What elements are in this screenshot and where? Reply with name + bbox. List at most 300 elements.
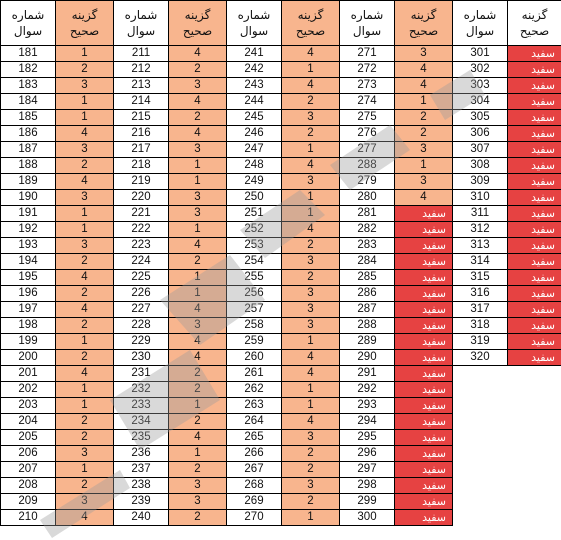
blank-answer-cell: سفید <box>508 46 561 62</box>
question-number-cell: 212 <box>114 62 169 78</box>
table-row <box>1 190 561 206</box>
correct-option-cell: 1 <box>169 270 227 286</box>
correct-option-cell: 1 <box>169 158 227 174</box>
blank-answer-cell: سفید <box>508 62 561 78</box>
question-number-cell: 314 <box>453 254 508 270</box>
question-number-cell: 207 <box>1 462 56 478</box>
empty-cell <box>508 494 561 510</box>
empty-cell <box>453 462 508 478</box>
question-number-cell: 309 <box>453 174 508 190</box>
question-number-cell: 194 <box>1 254 56 270</box>
correct-option-cell: 4 <box>56 302 114 318</box>
blank-answer-cell: سفید <box>508 286 561 302</box>
empty-cell <box>453 382 508 398</box>
table-body <box>1 46 561 526</box>
blank-answer-cell: سفید <box>508 254 561 270</box>
question-number-cell: 295 <box>340 430 395 446</box>
question-number-cell: 281 <box>340 206 395 222</box>
question-number-cell: 288 <box>340 318 395 334</box>
table-row <box>1 238 561 254</box>
empty-cell <box>453 366 508 382</box>
correct-option-cell: 2 <box>169 414 227 430</box>
correct-option-cell: 2 <box>395 126 453 142</box>
correct-option-cell: 3 <box>56 190 114 206</box>
blank-answer-cell: سفید <box>508 158 561 174</box>
question-number-cell: 305 <box>453 110 508 126</box>
correct-option-cell: 3 <box>56 238 114 254</box>
correct-option-cell: 1 <box>169 174 227 190</box>
correct-option-cell: 1 <box>56 206 114 222</box>
question-number-cell: 264 <box>227 414 282 430</box>
empty-cell <box>508 366 561 382</box>
correct-option-cell: 2 <box>169 366 227 382</box>
blank-answer-cell: سفید <box>395 494 453 510</box>
table-row <box>1 414 561 430</box>
blank-answer-cell: سفید <box>395 238 453 254</box>
header-correct-option: گزینه صحیح <box>56 1 114 46</box>
blank-answer-cell: سفید <box>395 318 453 334</box>
correct-option-cell: 4 <box>56 270 114 286</box>
blank-answer-cell: سفید <box>395 366 453 382</box>
table-row <box>1 398 561 414</box>
question-number-cell: 286 <box>340 286 395 302</box>
correct-option-cell: 4 <box>169 126 227 142</box>
question-number-cell: 223 <box>114 238 169 254</box>
question-number-cell: 210 <box>1 510 56 526</box>
question-number-cell: 315 <box>453 270 508 286</box>
correct-option-cell: 2 <box>282 270 340 286</box>
correct-option-cell: 3 <box>56 78 114 94</box>
correct-option-cell: 3 <box>395 174 453 190</box>
empty-cell <box>453 430 508 446</box>
correct-option-cell: 4 <box>395 190 453 206</box>
correct-option-cell: 1 <box>56 462 114 478</box>
question-number-cell: 311 <box>453 206 508 222</box>
correct-option-cell: 1 <box>282 142 340 158</box>
question-number-cell: 245 <box>227 110 282 126</box>
question-number-cell: 308 <box>453 158 508 174</box>
correct-option-cell: 1 <box>282 190 340 206</box>
question-number-cell: 189 <box>1 174 56 190</box>
blank-answer-cell: سفید <box>508 318 561 334</box>
blank-answer-cell: سفید <box>395 382 453 398</box>
correct-option-cell: 4 <box>56 510 114 526</box>
table-row <box>1 110 561 126</box>
table-row <box>1 366 561 382</box>
correct-option-cell: 1 <box>282 382 340 398</box>
question-number-cell: 250 <box>227 190 282 206</box>
blank-answer-cell: سفید <box>508 350 561 366</box>
question-number-cell: 198 <box>1 318 56 334</box>
question-number-cell: 187 <box>1 142 56 158</box>
correct-option-cell: 3 <box>282 110 340 126</box>
blank-answer-cell: سفید <box>395 414 453 430</box>
blank-answer-cell: سفید <box>395 222 453 238</box>
question-number-cell: 283 <box>340 238 395 254</box>
correct-option-cell: 2 <box>282 126 340 142</box>
question-number-cell: 252 <box>227 222 282 238</box>
table-row <box>1 222 561 238</box>
correct-option-cell: 1 <box>395 158 453 174</box>
question-number-cell: 273 <box>340 78 395 94</box>
question-number-cell: 270 <box>227 510 282 526</box>
correct-option-cell: 2 <box>56 414 114 430</box>
correct-option-cell: 3 <box>282 430 340 446</box>
question-number-cell: 208 <box>1 478 56 494</box>
correct-option-cell: 4 <box>169 94 227 110</box>
question-number-cell: 217 <box>114 142 169 158</box>
question-number-cell: 298 <box>340 478 395 494</box>
correct-option-cell: 4 <box>169 430 227 446</box>
question-number-cell: 320 <box>453 350 508 366</box>
question-number-cell: 242 <box>227 62 282 78</box>
table-row <box>1 462 561 478</box>
question-number-cell: 307 <box>453 142 508 158</box>
question-number-cell: 316 <box>453 286 508 302</box>
question-number-cell: 265 <box>227 430 282 446</box>
blank-answer-cell: سفید <box>395 430 453 446</box>
empty-cell <box>508 478 561 494</box>
empty-cell <box>508 462 561 478</box>
question-number-cell: 306 <box>453 126 508 142</box>
correct-option-cell: 1 <box>395 94 453 110</box>
question-number-cell: 196 <box>1 286 56 302</box>
question-number-cell: 277 <box>340 142 395 158</box>
correct-option-cell: 1 <box>169 286 227 302</box>
correct-option-cell: 2 <box>56 318 114 334</box>
correct-option-cell: 4 <box>282 350 340 366</box>
correct-option-cell: 3 <box>282 174 340 190</box>
table-row <box>1 302 561 318</box>
header-correct-option: گزینه صحیح <box>169 1 227 46</box>
correct-option-cell: 3 <box>282 302 340 318</box>
correct-option-cell: 1 <box>169 446 227 462</box>
correct-option-cell: 3 <box>282 318 340 334</box>
correct-option-cell: 2 <box>395 110 453 126</box>
blank-answer-cell: سفید <box>508 334 561 350</box>
question-number-cell: 293 <box>340 398 395 414</box>
blank-answer-cell: سفید <box>508 190 561 206</box>
question-number-cell: 218 <box>114 158 169 174</box>
question-number-cell: 216 <box>114 126 169 142</box>
empty-cell <box>453 478 508 494</box>
correct-option-cell: 2 <box>169 382 227 398</box>
question-number-cell: 214 <box>114 94 169 110</box>
correct-option-cell: 1 <box>56 334 114 350</box>
question-number-cell: 300 <box>340 510 395 526</box>
correct-option-cell: 2 <box>282 238 340 254</box>
question-number-cell: 205 <box>1 430 56 446</box>
empty-cell <box>508 414 561 430</box>
correct-option-cell: 1 <box>282 206 340 222</box>
table-row <box>1 126 561 142</box>
question-number-cell: 294 <box>340 414 395 430</box>
empty-cell <box>453 414 508 430</box>
correct-option-cell: 1 <box>169 222 227 238</box>
blank-answer-cell: سفید <box>508 238 561 254</box>
correct-option-cell: 1 <box>56 222 114 238</box>
correct-option-cell: 3 <box>395 142 453 158</box>
question-number-cell: 249 <box>227 174 282 190</box>
blank-answer-cell: سفید <box>508 174 561 190</box>
question-number-cell: 251 <box>227 206 282 222</box>
table-row <box>1 174 561 190</box>
question-number-cell: 310 <box>453 190 508 206</box>
question-number-cell: 195 <box>1 270 56 286</box>
question-number-cell: 213 <box>114 78 169 94</box>
header-question-number: شماره سوال <box>227 1 282 46</box>
question-number-cell: 204 <box>1 414 56 430</box>
question-number-cell: 233 <box>114 398 169 414</box>
question-number-cell: 222 <box>114 222 169 238</box>
question-number-cell: 182 <box>1 62 56 78</box>
question-number-cell: 243 <box>227 78 282 94</box>
question-number-cell: 229 <box>114 334 169 350</box>
correct-option-cell: 2 <box>282 462 340 478</box>
correct-option-cell: 3 <box>282 478 340 494</box>
correct-option-cell: 2 <box>169 510 227 526</box>
correct-option-cell: 3 <box>169 318 227 334</box>
correct-option-cell: 1 <box>282 510 340 526</box>
question-number-cell: 201 <box>1 366 56 382</box>
table-row <box>1 46 561 62</box>
empty-cell <box>453 446 508 462</box>
question-number-cell: 303 <box>453 78 508 94</box>
question-number-cell: 206 <box>1 446 56 462</box>
correct-option-cell: 2 <box>56 254 114 270</box>
table-row <box>1 318 561 334</box>
question-number-cell: 284 <box>340 254 395 270</box>
correct-option-cell: 2 <box>56 62 114 78</box>
question-number-cell: 225 <box>114 270 169 286</box>
question-number-cell: 220 <box>114 190 169 206</box>
question-number-cell: 183 <box>1 78 56 94</box>
blank-answer-cell: سفید <box>508 142 561 158</box>
question-number-cell: 230 <box>114 350 169 366</box>
correct-option-cell: 3 <box>169 494 227 510</box>
header-correct-option: گزینه صحیح <box>395 1 453 46</box>
question-number-cell: 269 <box>227 494 282 510</box>
correct-option-cell: 3 <box>56 446 114 462</box>
question-number-cell: 227 <box>114 302 169 318</box>
correct-option-cell: 3 <box>395 46 453 62</box>
question-number-cell: 224 <box>114 254 169 270</box>
question-number-cell: 267 <box>227 462 282 478</box>
question-number-cell: 231 <box>114 366 169 382</box>
correct-option-cell: 2 <box>56 478 114 494</box>
blank-answer-cell: سفید <box>395 462 453 478</box>
question-number-cell: 299 <box>340 494 395 510</box>
question-number-cell: 302 <box>453 62 508 78</box>
question-number-cell: 188 <box>1 158 56 174</box>
correct-option-cell: 1 <box>56 398 114 414</box>
question-number-cell: 282 <box>340 222 395 238</box>
table-row <box>1 510 561 526</box>
blank-answer-cell: سفید <box>508 222 561 238</box>
question-number-cell: 221 <box>114 206 169 222</box>
question-number-cell: 268 <box>227 478 282 494</box>
question-number-cell: 280 <box>340 190 395 206</box>
question-number-cell: 304 <box>453 94 508 110</box>
correct-option-cell: 2 <box>56 286 114 302</box>
table-row <box>1 94 561 110</box>
header-correct-option: گزینه صحیح <box>508 1 561 46</box>
header-correct-option: گزینه صحیح <box>282 1 340 46</box>
table-row <box>1 254 561 270</box>
question-number-cell: 244 <box>227 94 282 110</box>
correct-option-cell: 2 <box>169 462 227 478</box>
question-number-cell: 234 <box>114 414 169 430</box>
question-number-cell: 235 <box>114 430 169 446</box>
blank-answer-cell: سفید <box>508 94 561 110</box>
correct-option-cell: 4 <box>395 78 453 94</box>
correct-option-cell: 4 <box>169 350 227 366</box>
question-number-cell: 248 <box>227 158 282 174</box>
correct-option-cell: 1 <box>56 110 114 126</box>
correct-option-cell: 4 <box>282 366 340 382</box>
question-number-cell: 240 <box>114 510 169 526</box>
blank-answer-cell: سفید <box>395 334 453 350</box>
question-number-cell: 301 <box>453 46 508 62</box>
correct-option-cell: 4 <box>56 126 114 142</box>
question-number-cell: 253 <box>227 238 282 254</box>
question-number-cell: 254 <box>227 254 282 270</box>
correct-option-cell: 2 <box>56 350 114 366</box>
table-row <box>1 270 561 286</box>
correct-option-cell: 3 <box>282 286 340 302</box>
empty-cell <box>508 382 561 398</box>
question-number-cell: 236 <box>114 446 169 462</box>
blank-answer-cell: سفید <box>395 510 453 526</box>
correct-option-cell: 2 <box>282 446 340 462</box>
correct-option-cell: 2 <box>56 158 114 174</box>
correct-option-cell: 4 <box>169 334 227 350</box>
question-number-cell: 279 <box>340 174 395 190</box>
question-number-cell: 237 <box>114 462 169 478</box>
correct-option-cell: 4 <box>56 174 114 190</box>
header-question-number: شماره سوال <box>340 1 395 46</box>
correct-option-cell: 2 <box>169 62 227 78</box>
question-number-cell: 238 <box>114 478 169 494</box>
correct-option-cell: 1 <box>56 94 114 110</box>
correct-option-cell: 3 <box>169 478 227 494</box>
question-number-cell: 246 <box>227 126 282 142</box>
question-number-cell: 285 <box>340 270 395 286</box>
question-number-cell: 260 <box>227 350 282 366</box>
question-number-cell: 313 <box>453 238 508 254</box>
correct-option-cell: 4 <box>282 158 340 174</box>
correct-option-cell: 3 <box>56 142 114 158</box>
question-number-cell: 199 <box>1 334 56 350</box>
question-number-cell: 181 <box>1 46 56 62</box>
question-number-cell: 203 <box>1 398 56 414</box>
question-number-cell: 255 <box>227 270 282 286</box>
question-number-cell: 274 <box>340 94 395 110</box>
question-number-cell: 185 <box>1 110 56 126</box>
correct-option-cell: 3 <box>169 142 227 158</box>
empty-cell <box>508 510 561 526</box>
blank-answer-cell: سفید <box>395 398 453 414</box>
question-number-cell: 290 <box>340 350 395 366</box>
blank-answer-cell: سفید <box>395 286 453 302</box>
question-number-cell: 291 <box>340 366 395 382</box>
question-number-cell: 317 <box>453 302 508 318</box>
question-number-cell: 202 <box>1 382 56 398</box>
table-row <box>1 206 561 222</box>
table-row <box>1 62 561 78</box>
question-number-cell: 318 <box>453 318 508 334</box>
correct-option-cell: 3 <box>169 206 227 222</box>
blank-answer-cell: سفید <box>508 206 561 222</box>
question-number-cell: 276 <box>340 126 395 142</box>
blank-answer-cell: سفید <box>508 302 561 318</box>
correct-option-cell: 2 <box>169 254 227 270</box>
table-row <box>1 494 561 510</box>
question-number-cell: 200 <box>1 350 56 366</box>
blank-answer-cell: سفید <box>508 126 561 142</box>
blank-answer-cell: سفید <box>395 302 453 318</box>
correct-option-cell: 4 <box>169 238 227 254</box>
question-number-cell: 219 <box>114 174 169 190</box>
correct-option-cell: 3 <box>56 494 114 510</box>
question-number-cell: 232 <box>114 382 169 398</box>
blank-answer-cell: سفید <box>395 270 453 286</box>
question-number-cell: 191 <box>1 206 56 222</box>
table-row <box>1 142 561 158</box>
correct-option-cell: 4 <box>169 46 227 62</box>
question-number-cell: 258 <box>227 318 282 334</box>
correct-option-cell: 1 <box>282 62 340 78</box>
correct-option-cell: 4 <box>169 302 227 318</box>
question-number-cell: 296 <box>340 446 395 462</box>
header-question-number: شماره سوال <box>1 1 56 46</box>
table-row <box>1 478 561 494</box>
question-number-cell: 259 <box>227 334 282 350</box>
header-question-number: شماره سوال <box>114 1 169 46</box>
table-row <box>1 350 561 366</box>
blank-answer-cell: سفید <box>395 446 453 462</box>
question-number-cell: 262 <box>227 382 282 398</box>
empty-cell <box>508 446 561 462</box>
question-number-cell: 266 <box>227 446 282 462</box>
table-row <box>1 446 561 462</box>
question-number-cell: 184 <box>1 94 56 110</box>
correct-option-cell: 4 <box>282 78 340 94</box>
correct-option-cell: 2 <box>282 494 340 510</box>
question-number-cell: 215 <box>114 110 169 126</box>
question-number-cell: 271 <box>340 46 395 62</box>
blank-answer-cell: سفید <box>508 110 561 126</box>
table-row <box>1 286 561 302</box>
question-number-cell: 261 <box>227 366 282 382</box>
question-number-cell: 297 <box>340 462 395 478</box>
table-row <box>1 382 561 398</box>
question-number-cell: 190 <box>1 190 56 206</box>
question-number-cell: 272 <box>340 62 395 78</box>
blank-answer-cell: سفید <box>508 270 561 286</box>
blank-answer-cell: سفید <box>395 206 453 222</box>
correct-option-cell: 2 <box>282 94 340 110</box>
question-number-cell: 292 <box>340 382 395 398</box>
correct-option-cell: 1 <box>282 334 340 350</box>
question-number-cell: 312 <box>453 222 508 238</box>
question-number-cell: 209 <box>1 494 56 510</box>
correct-option-cell: 1 <box>56 46 114 62</box>
correct-option-cell: 2 <box>56 430 114 446</box>
question-number-cell: 257 <box>227 302 282 318</box>
correct-option-cell: 3 <box>169 190 227 206</box>
question-number-cell: 319 <box>453 334 508 350</box>
